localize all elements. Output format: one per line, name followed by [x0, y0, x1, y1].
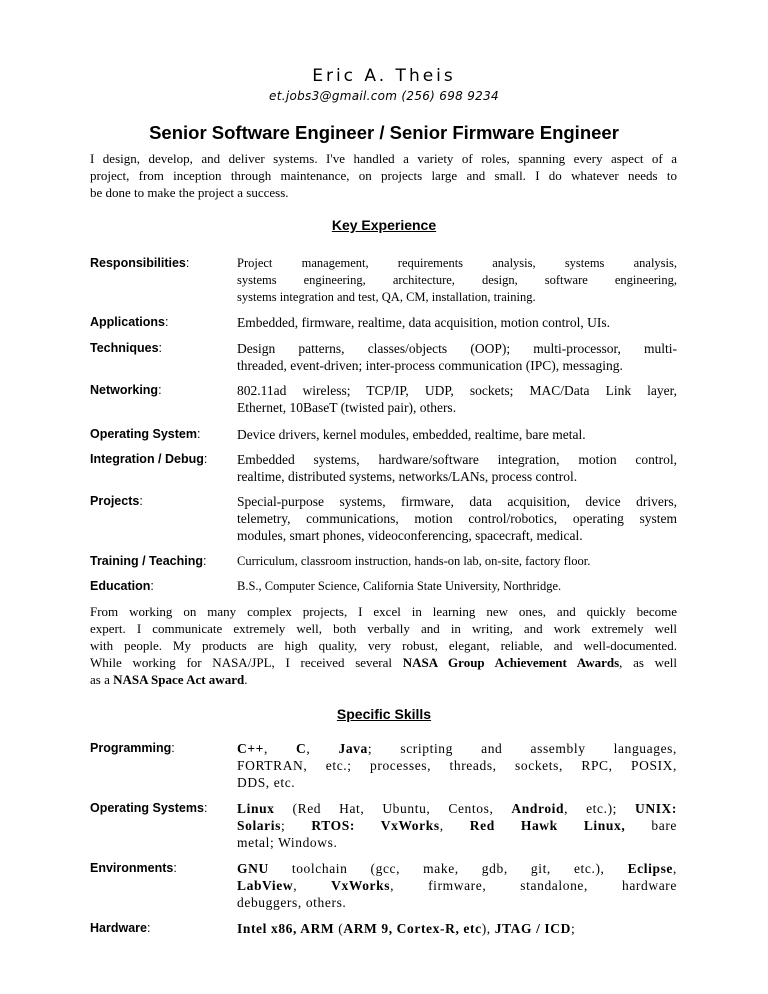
value-line: Design patterns, classes/objects (OOP); multi-processor, multi-	[237, 341, 677, 356]
summary-line: be done to make the project a success.	[90, 185, 289, 200]
row-label: Hardware:	[90, 921, 151, 935]
row-label: Education:	[90, 579, 154, 593]
value-line: GNU toolchain (gcc, make, gdb, git, etc.), Eclipse,	[237, 861, 677, 876]
value-line: telemetry, communications, motion control/robotics, operating system	[237, 511, 677, 526]
row-label: Programming:	[90, 741, 175, 755]
row-label: Environments:	[90, 861, 177, 875]
value-line: Embedded systems, hardware/software integration, motion control,	[237, 452, 677, 467]
row-value	[237, 314, 677, 331]
row-label: Operating Systems:	[90, 801, 208, 815]
row-label: Projects:	[90, 494, 143, 508]
row-label: Operating System:	[90, 427, 201, 441]
row-value	[237, 340, 677, 374]
row-label: Applications:	[90, 315, 169, 329]
row-value	[237, 578, 677, 595]
row-value	[237, 382, 677, 416]
key-experience-heading: Key Experience	[331, 217, 437, 233]
value-line: Solaris; RTOS: VxWorks, Red Hawk Linux, bare	[237, 818, 678, 833]
value-line: metal; Windows.	[237, 835, 338, 850]
closing-line: While working for NASA/JPL, I received several NASA Group Achievement Awards, as well	[90, 655, 677, 670]
value-line: LabView, VxWorks, firmware, standalone, hardware	[237, 878, 677, 893]
value-line: Ethernet, 10BaseT (twisted pair), others.	[237, 400, 457, 415]
value-line: DDS, etc.	[237, 775, 296, 790]
summary-line: I design, develop, and deliver systems. I've handled a variety of roles, spanning every aspect of a	[90, 151, 677, 166]
summary-paragraph	[90, 150, 677, 201]
value-line: 802.11ad wireless; TCP/IP, UDP, sockets; MAC/Data Link layer,	[237, 383, 677, 398]
specific-skills-heading: Specific Skills	[336, 706, 432, 722]
value-line: realtime, distributed systems, networks/LANs, process control.	[237, 469, 578, 484]
job-title: Senior Software Engineer / Senior Firmware Engineer	[149, 122, 619, 143]
value-line: Special-purpose systems, firmware, data acquisition, device drivers,	[237, 494, 677, 509]
value-line: B.S., Computer Science, California State University, Northridge.	[237, 579, 562, 593]
row-value	[237, 426, 677, 443]
closing-line: From working on many complex projects, I excel in learning new ones, and quickly become	[90, 604, 677, 619]
value-line: Device drivers, kernel modules, embedded, realtime, bare metal.	[237, 427, 586, 442]
row-label: Responsibilities:	[90, 256, 190, 270]
row-label: Integration / Debug:	[90, 452, 208, 466]
value-line: Embedded, firmware, realtime, data acquisition, motion control, UIs.	[237, 315, 611, 330]
row-value	[237, 255, 677, 306]
award-space-act: NASA Space Act award	[113, 672, 245, 687]
closing-paragraph	[90, 603, 677, 688]
row-label: Techniques:	[90, 341, 163, 355]
row-value	[237, 860, 677, 911]
row-value	[237, 451, 677, 485]
value-line: Project management, requirements analysis, systems analysis,	[237, 256, 677, 270]
closing-line: as a NASA Space Act award.	[90, 672, 248, 687]
value-line: systems engineering, architecture, design, software engineering,	[237, 273, 677, 287]
value-line: Intel x86, ARM (ARM 9, Cortex-R, etc), JTAG / ICD;	[237, 921, 576, 936]
candidate-name: Eric A. Theis	[312, 66, 456, 86]
contact-info: et.jobs3@gmail.com (256) 698 9234	[269, 89, 499, 103]
row-value	[237, 800, 677, 851]
row-value	[237, 920, 677, 937]
value-line: FORTRAN, etc.; processes, threads, sockets, RPC, POSIX,	[237, 758, 677, 773]
row-value	[237, 553, 677, 570]
value-line: Linux (Red Hat, Ubuntu, Centos, Android, etc.); UNIX:	[237, 801, 677, 816]
value-line: systems integration and test, QA, CM, installation, training.	[237, 290, 536, 304]
award-group-achievement: NASA Group Achievement Awards	[402, 655, 620, 670]
closing-line: with people. My products are high quality, very robust, elegant, reliable, and well-documented.	[90, 638, 677, 653]
row-value	[237, 493, 677, 544]
value-line: C++, C, Java; scripting and assembly languages,	[237, 741, 678, 756]
value-line: debuggers, others.	[237, 895, 347, 910]
closing-line: expert. I communicate extremely well, both verbally and in writing, and work extremely well	[90, 621, 677, 636]
value-line: Curriculum, classroom instruction, hands-on lab, on-site, factory floor.	[237, 554, 591, 568]
row-label: Training / Teaching:	[90, 554, 207, 568]
summary-line: project, from inception through maintenance, on projects large and small. I do whatever needs to	[90, 168, 677, 183]
row-value	[237, 740, 677, 791]
value-line: threaded, event-driven; inter-process communication (IPC), messaging.	[237, 358, 623, 373]
value-line: modules, smart phones, videoconferencing, spacecraft, medical.	[237, 528, 583, 543]
row-label: Networking:	[90, 383, 162, 397]
